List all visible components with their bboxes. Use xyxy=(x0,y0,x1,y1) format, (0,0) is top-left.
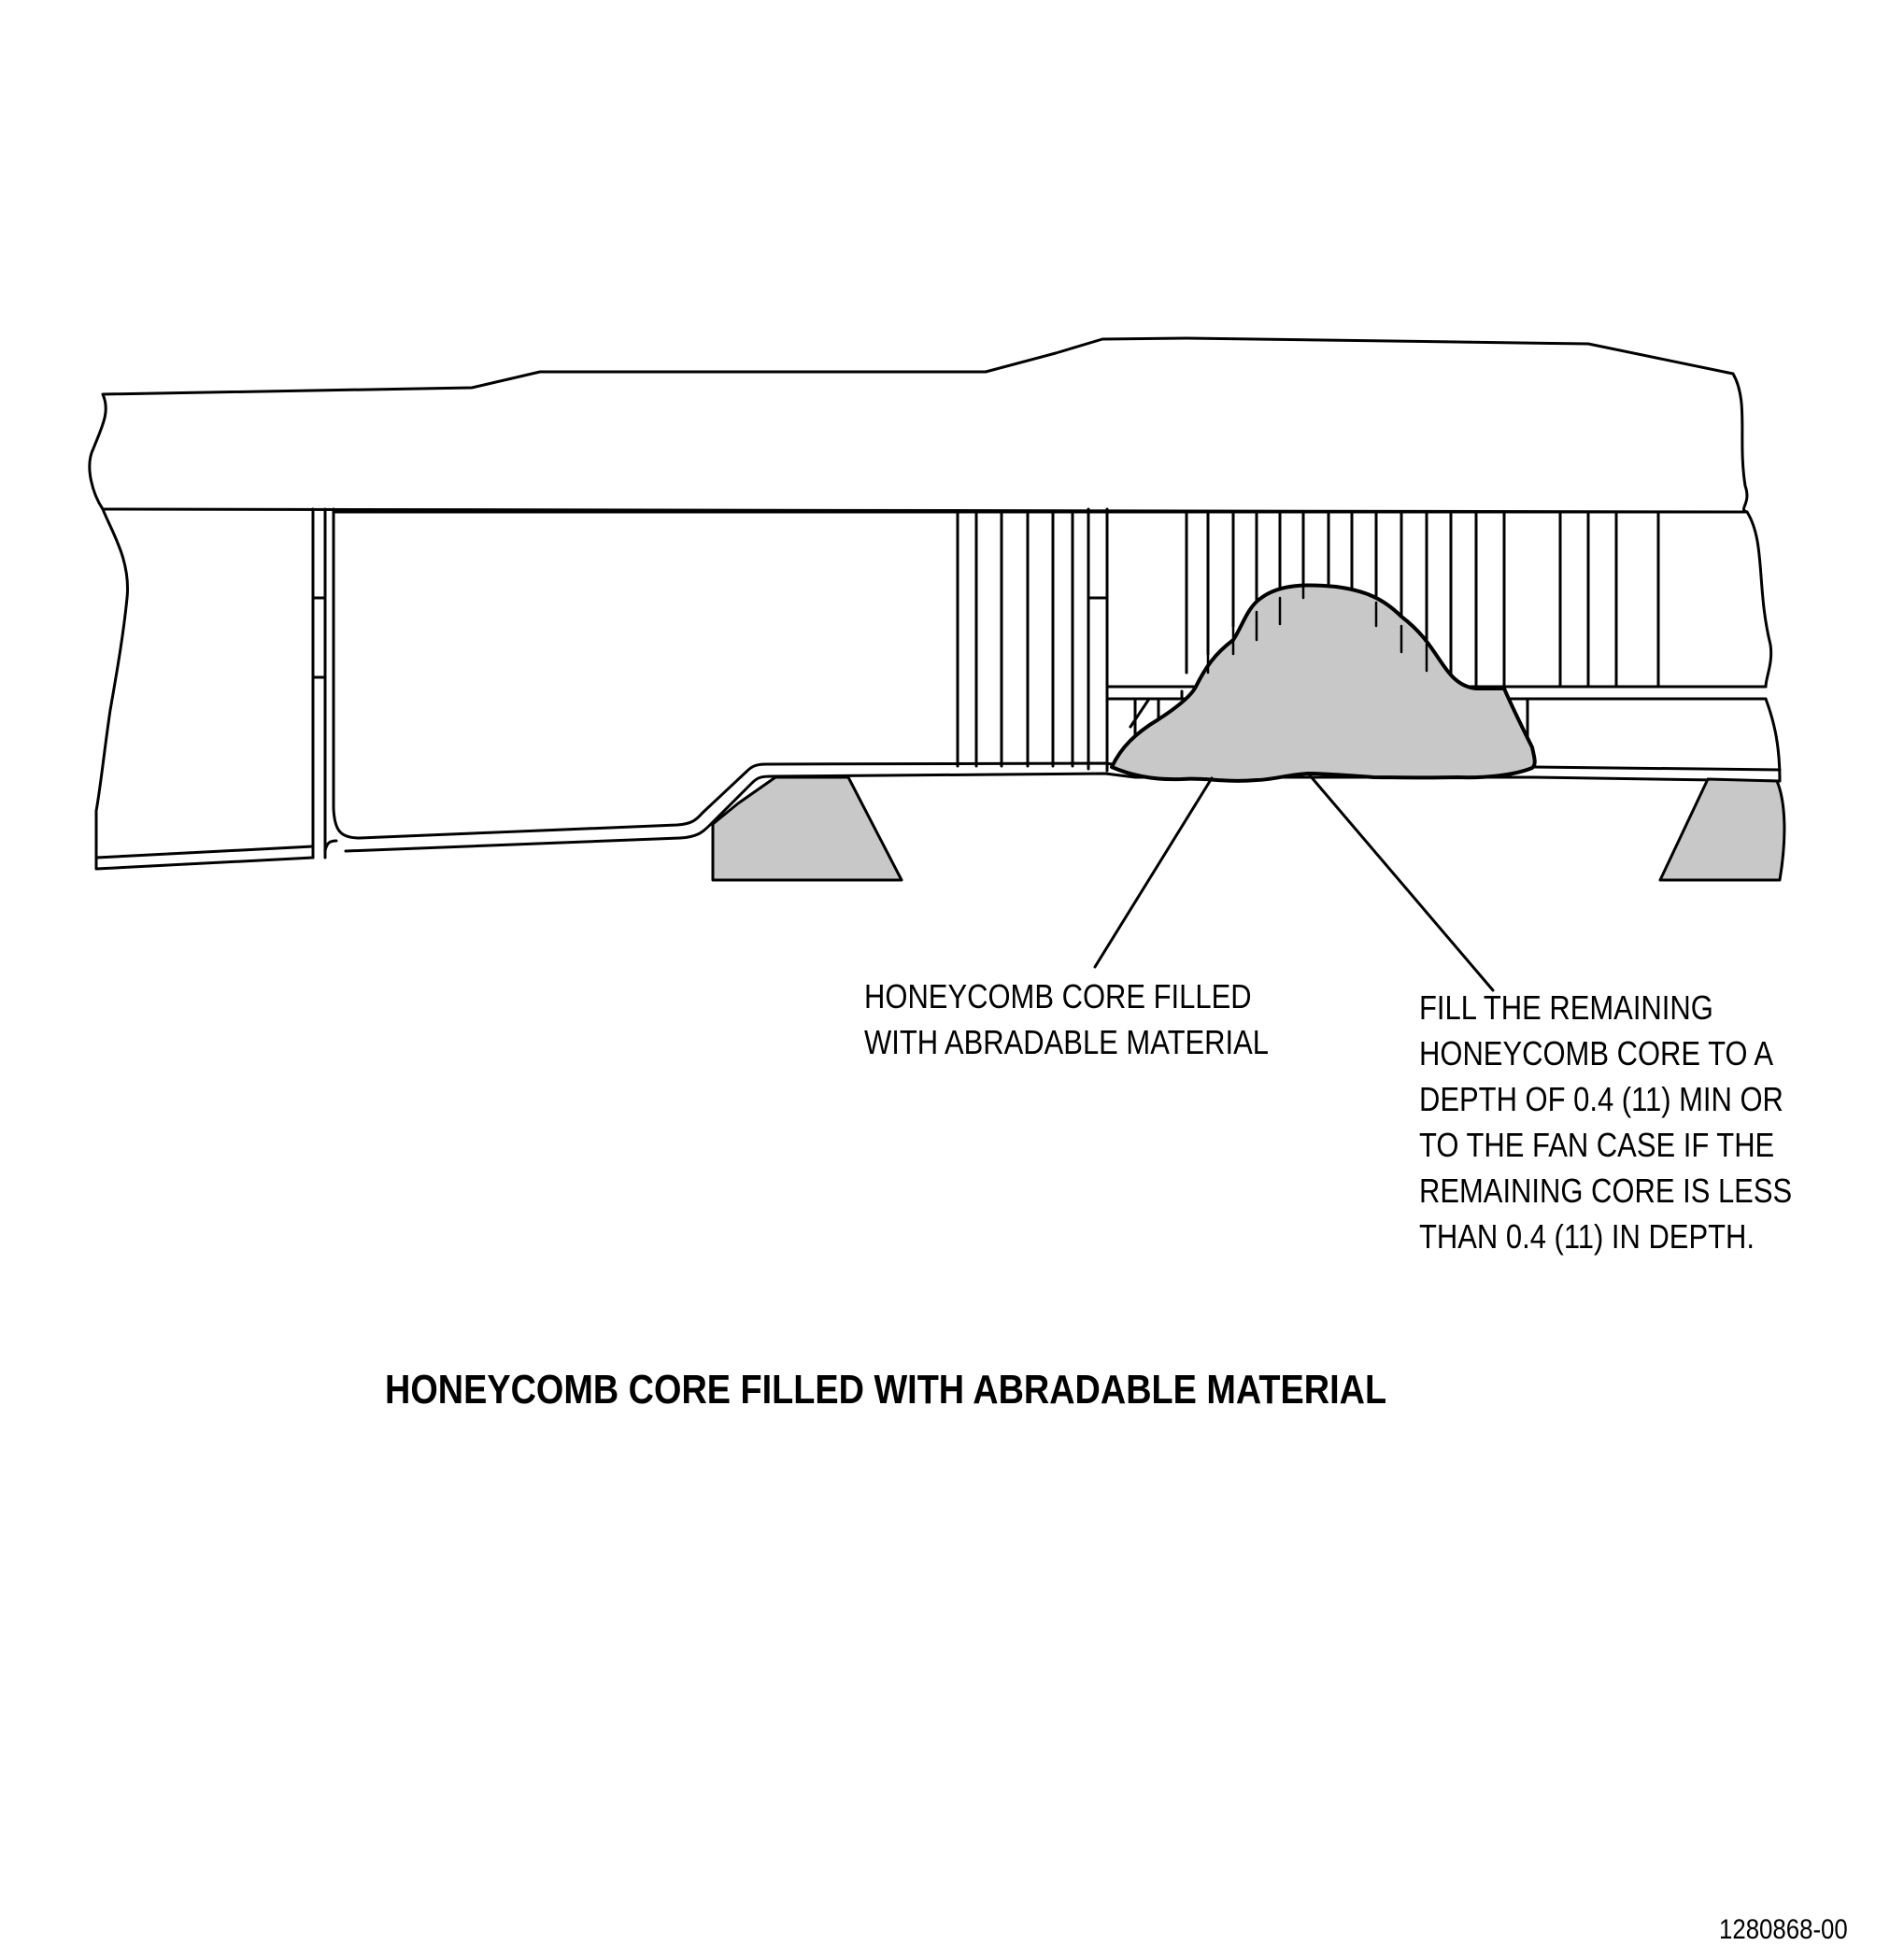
figure-title: HONEYCOMB CORE FILLED WITH ABRADABLE MATERIAL xyxy=(385,1367,1387,1413)
right-support-block xyxy=(1660,779,1784,880)
callout-abradable-fill: HONEYCOMB CORE FILLED WITH ABRADABLE MATERIAL xyxy=(864,977,1269,1061)
figure-number: 1280868-00 xyxy=(1719,1914,1848,1945)
abradable-material-fill xyxy=(1112,585,1535,780)
outer-skin xyxy=(90,338,1747,512)
leader-line-abradable xyxy=(1095,778,1212,967)
formed-liner xyxy=(96,763,1780,858)
leader-line-remaining-core xyxy=(1310,775,1493,990)
honeycomb-panel xyxy=(334,509,1780,781)
callout-remaining-core: FILL THE REMAINING HONEYCOMB CORE TO A DEPTH OF 0.4 (11) MIN OR TO THE FAN CASE IF THE REMAINING CORE IS LESS THAN 0.4 (11) IN DEPTH. xyxy=(1419,988,1793,1256)
left-wall xyxy=(313,509,334,858)
liner-body-outline xyxy=(96,509,313,869)
